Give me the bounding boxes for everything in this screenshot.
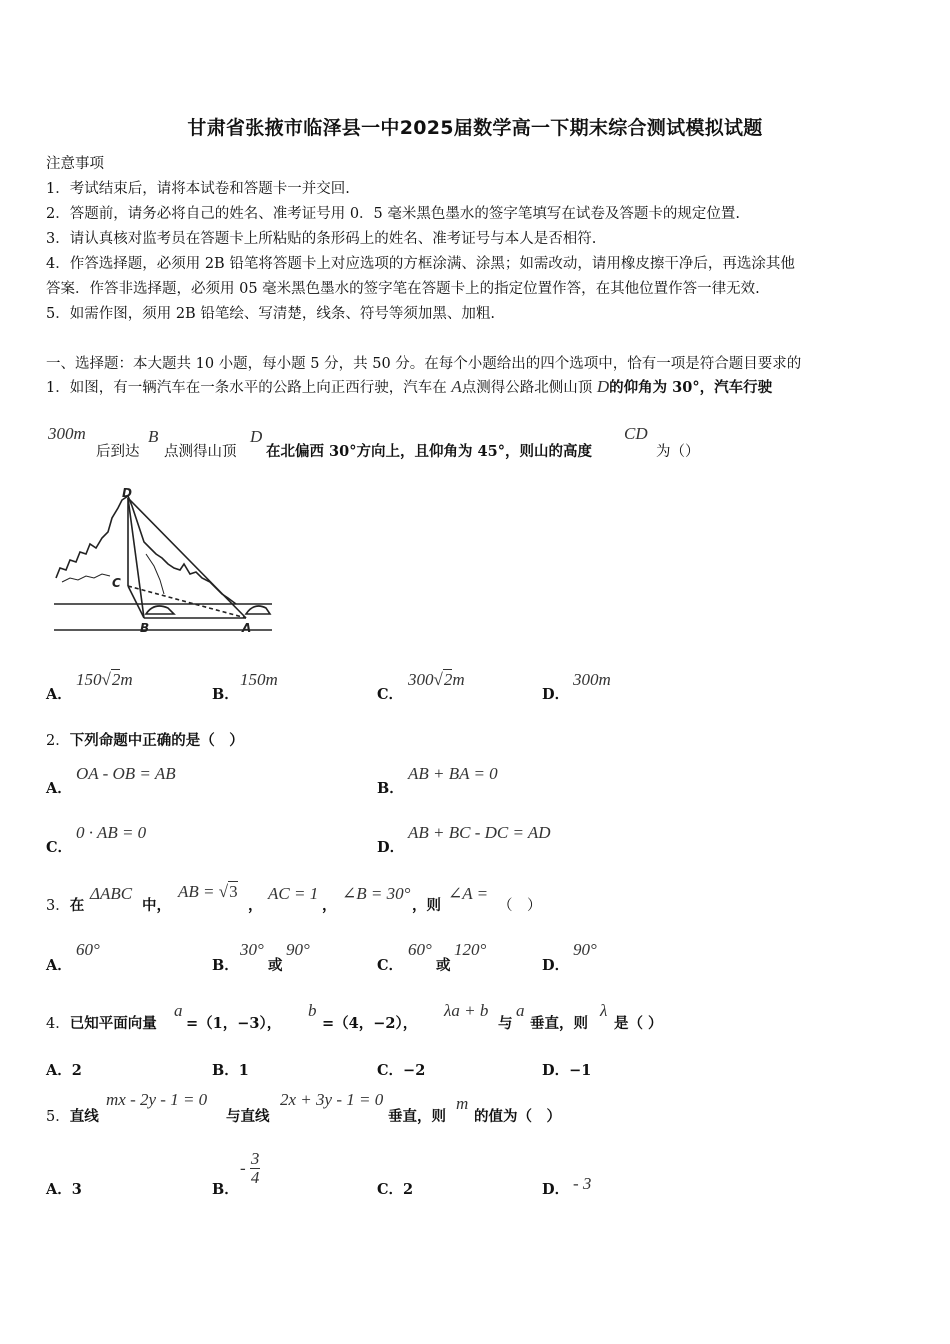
option-a-letter: A． xyxy=(46,780,72,797)
notice-item: 3．请认真核对监考员在答题卡上所粘贴的条形码上的姓名、准考证号与本人是否相符. xyxy=(46,231,597,247)
option-c: C．2 xyxy=(377,1181,414,1198)
question-5-number: 5．直线 xyxy=(46,1108,99,1125)
notice-heading: 注意事项 xyxy=(46,156,104,172)
option-d: D．−1 xyxy=(542,1062,592,1079)
option-c-value: 300√2m xyxy=(408,670,465,689)
question-3-text: （ ） xyxy=(498,898,542,914)
question-5-text: 的值为（ ） xyxy=(474,1108,561,1125)
var-b: B xyxy=(148,427,159,446)
option-a-letter: A． xyxy=(46,686,72,703)
option-a-value: 150√2m xyxy=(76,670,133,689)
question-3-text: 中， xyxy=(142,897,171,914)
vector-b: b xyxy=(308,1001,317,1020)
option-d-letter: D． xyxy=(542,957,570,974)
option-b-or: 或 xyxy=(268,957,283,974)
page-title: 甘肃省张掖市临泽县一中2025届数学高一下期末综合测试模拟试题 xyxy=(187,117,763,139)
option-a-letter: A． xyxy=(46,957,72,974)
option-b-letter: B． xyxy=(212,957,239,974)
ac-expr: AC = 1 xyxy=(268,884,319,903)
option-b-value: AB + BA = 0 xyxy=(408,764,498,783)
option-c-or: 或 xyxy=(436,957,451,974)
question-3-text: ，则 xyxy=(412,897,441,914)
question-3-text: ， xyxy=(322,897,337,914)
question-3-text: ， xyxy=(248,897,263,914)
option-a-value: OA - OB = AB xyxy=(76,764,176,783)
var-cd: CD xyxy=(624,424,648,443)
question-number: 1 xyxy=(46,380,56,396)
option-b-letter: B． xyxy=(212,686,239,703)
question-1-line-2c: 在北偏西 30°方向上，且仰角为 45°，则山的高度 xyxy=(266,443,592,460)
question-1-line-1: 1．如图，有一辆汽车在一条水平的公路上向正西行驶，汽车在 A点测得公路北侧山顶 D的仰角为 30°，汽车行驶 xyxy=(46,377,773,396)
option-d-letter: D． xyxy=(377,839,405,856)
mountain-figure xyxy=(50,484,278,636)
option-b-value-2: 90° xyxy=(286,940,310,959)
vector-a: a xyxy=(174,1001,183,1020)
option-b-letter: B． xyxy=(377,780,404,797)
option-a-value: 60° xyxy=(76,940,100,959)
lambda: λ xyxy=(600,1001,608,1020)
option-b: B．1 xyxy=(212,1062,249,1079)
question-1-line-2d: 为（） xyxy=(656,444,700,460)
angle-b-expr: ∠B = 30° xyxy=(342,884,411,903)
option-d-letter: D． xyxy=(542,1181,570,1198)
section-heading: 一、选择题：本大题共 10 小题，每小题 5 分，共 50 分。在每个小题给出的四个选项中，恰有一项是符合题目要求的 xyxy=(46,356,802,372)
option-c-letter: C． xyxy=(46,839,73,856)
distance-300m: 300m xyxy=(48,424,86,443)
option-c-letter: C． xyxy=(377,957,404,974)
ab-expr: AB = √3 xyxy=(178,882,238,901)
option-d-value: AB + BC - DC = AD xyxy=(408,823,551,842)
notice-item: 5．如需作图，须用 2B 铅笔绘、写清楚，线条、符号等须加黑、加粗. xyxy=(46,306,495,322)
option-b-value: 150m xyxy=(240,670,278,689)
option-b-value: 30° xyxy=(240,940,264,959)
notice-item: 1．考试结束后，请将本试卷和答题卡一并交回. xyxy=(46,181,350,197)
option-b-fraction: - $\frac{3}{4}$ xyxy=(240,1149,260,1187)
question-5-text: 垂直，则 xyxy=(388,1108,446,1125)
option-c-value: 60° xyxy=(408,940,432,959)
option-d-letter: D． xyxy=(542,686,570,703)
question-3-number: 3．在 xyxy=(46,897,85,914)
question-4-number: 4．已知平面向量 xyxy=(46,1015,157,1032)
option-c-letter: C． xyxy=(377,686,404,703)
option-b-letter: B． xyxy=(212,1181,239,1198)
figure-label-b: B xyxy=(140,621,150,635)
triangle-abc: ΔABC xyxy=(90,884,133,903)
notice-item: 2．答题前，请务必将自己的姓名、准考证号用 0．5 毫米黑色墨水的签字笔填写在试卷及答题卡的规定位置. xyxy=(46,206,740,222)
notice-item: 4．作答选择题，必须用 2B 铅笔将答题卡上对应选项的方框涂满、涂黑；如需改动，请用橡皮擦干净后，再选涂其他 xyxy=(46,256,795,272)
question-2-stem: 2．下列命题中正确的是（ ） xyxy=(46,732,244,749)
vector-a: a xyxy=(516,1001,525,1020)
var-d: D xyxy=(250,427,263,446)
option-a: A．3 xyxy=(46,1181,82,1198)
question-1-line-2b: 点测得山顶 xyxy=(164,444,237,460)
option-d-value: - 3 xyxy=(573,1174,592,1193)
figure-label-a: A xyxy=(242,621,252,635)
question-4-text: 是（ ） xyxy=(614,1015,663,1032)
question-4-text: =（4，−2）， xyxy=(322,1015,418,1032)
figure-label-d: D xyxy=(122,486,132,500)
option-c-value-2: 120° xyxy=(454,940,487,959)
var-a: A xyxy=(451,377,462,396)
option-d-value: 300m xyxy=(573,670,611,689)
question-4-text: 与 xyxy=(498,1015,513,1032)
var-d: D xyxy=(596,377,610,396)
line-2-equation: 2x + 3y - 1 = 0 xyxy=(280,1090,384,1109)
notice-item: 答案．作答非选择题，必须用 05 毫米黑色墨水的签字笔在答题卡上的指定位置作答，在其他位置作答一律无效. xyxy=(46,281,760,297)
line-1-equation: mx - 2y - 1 = 0 xyxy=(106,1090,208,1109)
figure-label-c: C xyxy=(112,576,121,590)
question-5-text: 与直线 xyxy=(226,1108,270,1125)
question-4-text: 垂直，则 xyxy=(530,1015,588,1032)
question-1-line-2: 后到达 xyxy=(96,444,140,460)
question-4-text: =（1，−3）， xyxy=(186,1015,282,1032)
lambda-a-plus-b: λa + b xyxy=(444,1001,489,1020)
option-c: C．−2 xyxy=(377,1062,426,1079)
var-m: m xyxy=(456,1094,469,1113)
option-c-value: 0 · AB = 0 xyxy=(76,823,147,842)
option-a: A．2 xyxy=(46,1062,82,1079)
option-d-value: 90° xyxy=(573,940,597,959)
angle-a-expr: ∠A = xyxy=(448,884,489,903)
